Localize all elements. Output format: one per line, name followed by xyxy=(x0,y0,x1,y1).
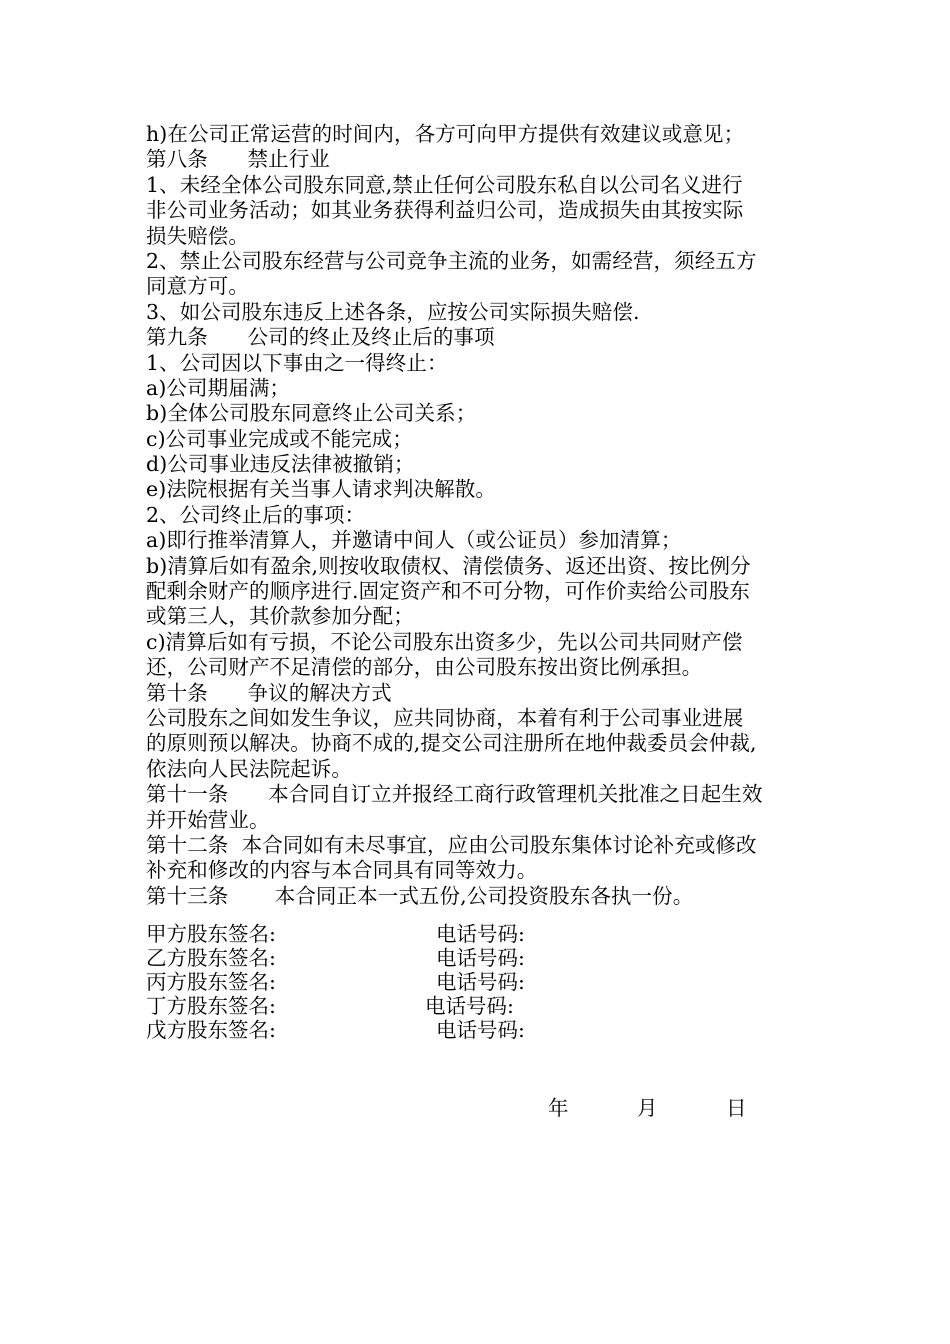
phone-label-d: 电话号码: xyxy=(425,994,514,1018)
text-line: a)即行推举清算人，并邀请中间人（或公证员）参加清算； xyxy=(146,528,682,553)
date-day-label: 日 xyxy=(726,1096,747,1120)
text-line: 依法向人民法院起诉。 xyxy=(146,756,352,781)
text-line: 1、公司因以下事由之一得终止： xyxy=(146,350,448,375)
phone-label-a: 电话号码: xyxy=(436,922,525,946)
article-8-heading: 第八条 禁止行业 xyxy=(146,147,330,172)
text-line: d)公司事业违反法律被撤销； xyxy=(146,452,415,477)
text-line: b)清算后如有盈余,则按收取债权、清偿债务、返还出资、按比例分 xyxy=(146,553,751,578)
date-month-label: 月 xyxy=(637,1096,658,1120)
text-line: 非公司业务活动；如其业务获得利益归公司，造成损失由其按实际 xyxy=(146,198,744,223)
text-line: c)清算后如有亏损，不论公司股东出资多少，先以公司共同财产偿 xyxy=(146,629,743,654)
phone-label-b: 电话号码: xyxy=(436,946,525,970)
article-13-heading: 第十三条 本合同正本一式五份,公司投资股东各执一份。 xyxy=(146,883,694,908)
article-10-heading: 第十条 争议的解决方式 xyxy=(146,680,392,705)
contract-body xyxy=(146,122,816,909)
phone-label-c: 电话号码: xyxy=(436,970,525,994)
article-9-heading: 第九条 公司的终止及终止后的事项 xyxy=(146,325,495,350)
signature-label-b: 乙方股东签名: xyxy=(146,946,276,970)
text-line: 还，公司财产不足清偿的部分，由公司股东按出资比例承担。 xyxy=(146,655,703,680)
text-line: h)在公司正常运营的时间内，各方可向甲方提供有效建议或意见； xyxy=(146,122,745,146)
text-line: 同意方可。 xyxy=(146,274,249,299)
signature-label-d: 丁方股东签名: xyxy=(146,994,276,1018)
text-line: 并开始营业。 xyxy=(146,807,270,832)
text-line: 2、禁止公司股东经营与公司竞争主流的业务，如需经营，须经五方 xyxy=(146,248,757,273)
text-line: 公司股东之间如发生争议，应共同协商，本着有利于公司事业进展 xyxy=(146,705,744,730)
text-line: 的原则预以解决。协商不成的,提交公司注册所在地仲裁委员会仲裁, xyxy=(146,731,757,756)
text-line: 3、如公司股东违反上述各条，应按公司实际损失赔偿. xyxy=(146,299,640,324)
phone-label-e: 电话号码: xyxy=(436,1018,525,1042)
text-line: a)公司期届满； xyxy=(146,375,291,400)
signature-label-c: 丙方股东签名: xyxy=(146,970,276,994)
article-11-heading: 第十一条 本合同自订立并报经工商行政管理机关批准之日起生效 xyxy=(146,782,763,807)
signature-label-e: 戊方股东签名: xyxy=(146,1018,276,1042)
article-12-heading: 第十二条 本合同如有未尽事宜，应由公司股东集体讨论补充或修改 xyxy=(146,832,757,857)
text-line: 或第三人，其价款参加分配； xyxy=(146,604,414,629)
signature-label-a: 甲方股东签名: xyxy=(146,922,276,946)
text-line: 补充和修改的内容与本合同具有同等效力。 xyxy=(146,858,538,883)
text-line: 2、公司终止后的事项： xyxy=(146,502,366,527)
text-line: 配剩余财产的顺序进行.固定资产和不可分物，可作价卖给公司股东 xyxy=(146,579,751,604)
date-year-label: 年 xyxy=(548,1096,569,1120)
text-line: 1、未经全体公司股东同意,禁止任何公司股东私自以公司名义进行 xyxy=(146,172,743,197)
text-line: b)全体公司股东同意终止公司关系； xyxy=(146,401,477,426)
text-line: e)法院根据有关当事人请求判决解散。 xyxy=(146,477,496,502)
text-line: 损失赔偿。 xyxy=(146,223,249,248)
text-line: c)公司事业完成或不能完成； xyxy=(146,426,413,451)
